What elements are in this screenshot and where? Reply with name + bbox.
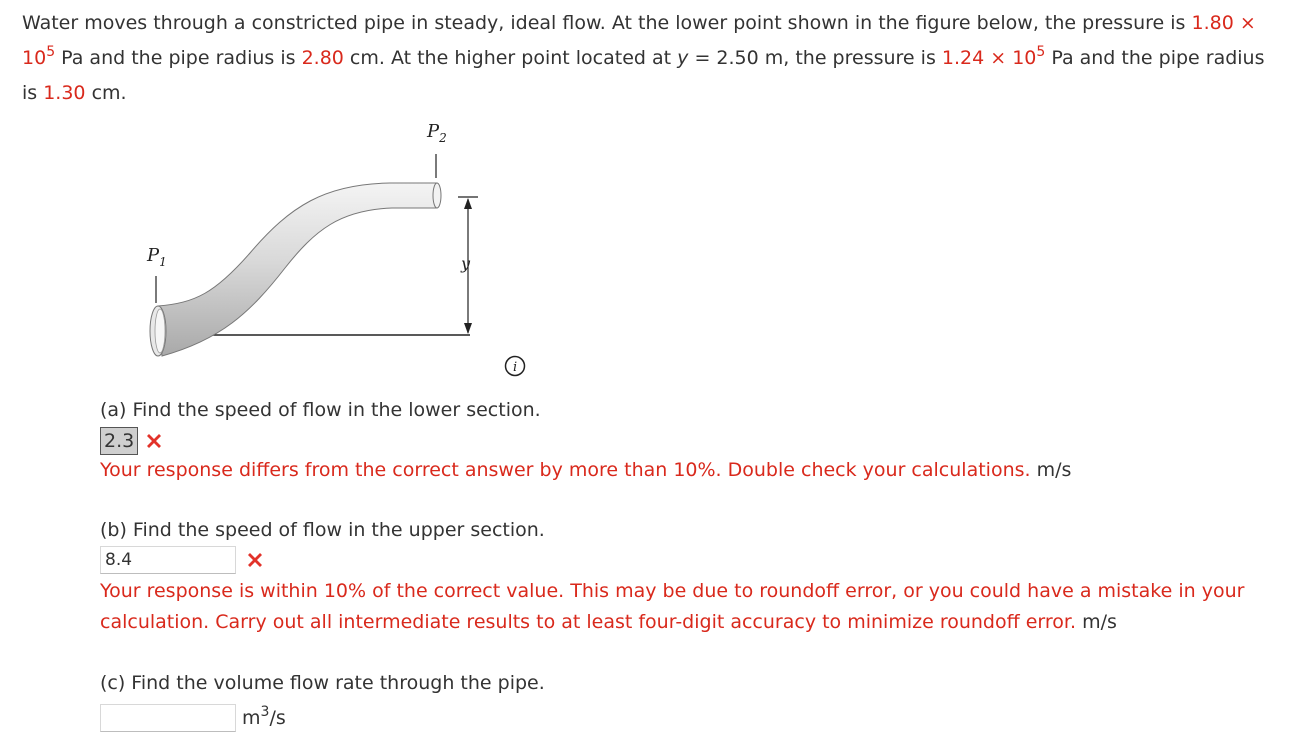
problem-text-3: cm. At the higher point located at bbox=[343, 47, 678, 69]
y-arrow-down bbox=[464, 323, 472, 334]
p2-exponent: 5 bbox=[1036, 44, 1046, 60]
part-a-answer-row bbox=[100, 427, 1290, 455]
part-a-unit: m/s bbox=[1036, 459, 1072, 481]
pipe-upper-opening bbox=[433, 183, 441, 208]
problem-text-5: Pa and the pipe radius is bbox=[22, 47, 1265, 104]
p1-exponent: 5 bbox=[46, 44, 56, 60]
part-b-unit: m/s bbox=[1082, 611, 1117, 633]
y-variable: y bbox=[677, 47, 689, 69]
p1-label: $P_1$ bbox=[147, 245, 167, 269]
part-b-input[interactable] bbox=[100, 546, 236, 574]
problem-intro: Water moves through a constricted pipe in steady, ideal flow. At the lower point shown in the figure below, the pressure is bbox=[22, 12, 1186, 34]
problem-text-6: cm. bbox=[85, 82, 127, 104]
part-a-feedback-line bbox=[100, 455, 1290, 486]
part-b-feedback-line bbox=[100, 576, 1290, 638]
pipe-body bbox=[158, 183, 437, 356]
info-glyph: i bbox=[513, 360, 518, 375]
p1-mantissa: 1.80 × 10 bbox=[22, 12, 1256, 69]
part-c-answer-row bbox=[100, 704, 1290, 732]
r2-value: 1.30 bbox=[43, 82, 86, 104]
incorrect-x-icon bbox=[144, 431, 164, 451]
part-c-question: (c) Find the volume flow rate through the pipe. bbox=[100, 672, 545, 694]
part-c-unit: $m^3/s$ bbox=[242, 704, 286, 729]
part-b-answer-row bbox=[100, 546, 1290, 574]
problem-text-4: = 2.50 m, the pressure is bbox=[688, 47, 942, 69]
part-a-feedback: Your response differs from the correct answer by more than 10%. Double check your calculations. bbox=[100, 459, 1031, 481]
part-a bbox=[100, 397, 1290, 486]
problem-text-2: Pa and the pipe radius is bbox=[55, 47, 302, 69]
r1-value: 2.80 bbox=[301, 47, 344, 69]
part-c-input[interactable] bbox=[100, 704, 236, 732]
p2-label: $P_2$ bbox=[427, 121, 447, 145]
p2-value bbox=[941, 44, 1046, 69]
part-a-answer[interactable]: 2.3 bbox=[100, 427, 138, 455]
part-b-feedback: Your response is within 10% of the correct value. This may be due to roundoff error, or you could have a mistake in your calculation. Carry out all intermediate results to at least four-digit accuracy to minimize roundoff error. bbox=[100, 580, 1245, 633]
part-c bbox=[100, 670, 1290, 732]
part-b-question: (b) Find the speed of flow in the upper section. bbox=[100, 519, 545, 541]
pipe-figure bbox=[140, 118, 540, 380]
incorrect-x-icon bbox=[245, 550, 265, 570]
y-arrow-up bbox=[464, 198, 472, 209]
p2-mantissa: 1.24 × 10 bbox=[941, 47, 1037, 69]
part-b bbox=[100, 517, 1290, 638]
problem-statement bbox=[22, 6, 1284, 111]
part-a-question: (a) Find the speed of flow in the lower section. bbox=[100, 399, 541, 421]
info-icon[interactable] bbox=[504, 355, 526, 377]
y-label: y bbox=[461, 254, 471, 273]
